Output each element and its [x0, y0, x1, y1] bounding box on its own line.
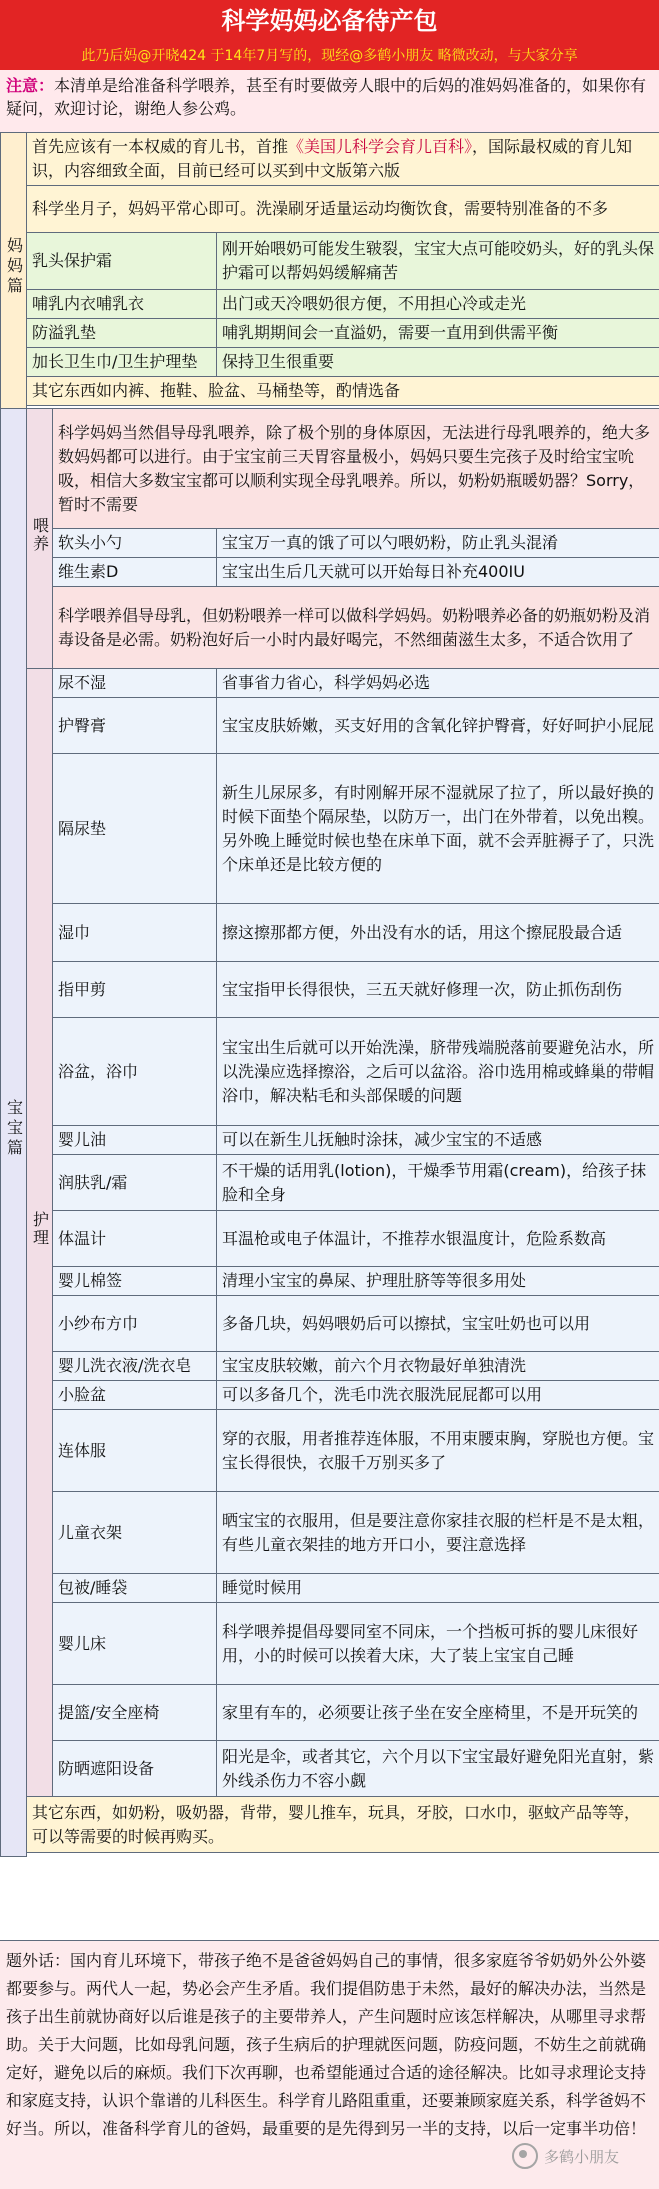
item-name: 包被/睡袋 [53, 1574, 217, 1603]
notice [0, 70, 659, 132]
page-subtitle: 此乃后妈@开晓424 于14年7月写的，现经@多鹤小朋友 略微改动，与大家分享 [0, 42, 659, 70]
watermark-text: 多鹤小朋友 [543, 2147, 619, 2166]
item-desc: 穿的衣服，用者推荐连体服，不用束腰束胸，穿脱也方便。宝宝长得很快，衣服千万别买多了 [217, 1410, 659, 1492]
item-name: 小脸盆 [53, 1381, 217, 1410]
item-desc: 睡觉时候用 [217, 1574, 659, 1603]
item-desc: 阳光是伞，或者其它，六个月以下宝宝最好避免阳光直射，紫外线杀伤力不容小觑 [217, 1741, 659, 1797]
item-desc: 出门或天冷喂奶很方便，不用担心冷或走光 [217, 290, 659, 319]
notice-label: 注意： [6, 76, 55, 95]
item-name: 儿童衣架 [53, 1492, 217, 1574]
item-desc: 宝宝皮肤娇嫩，买支好用的含氧化锌护臀膏，好好呵护小屁屁 [217, 698, 659, 754]
item-name: 浴盆，浴巾 [53, 1018, 217, 1126]
item-name: 加长卫生巾/卫生护理垫 [27, 348, 217, 377]
subsection-feeding-label: 喂养 [27, 409, 53, 669]
item-desc: 科学喂养提倡母婴同室不同床，一个挡板可拆的婴儿床很好用，小的时候可以挨着大床，大了装上宝宝自己睡 [217, 1603, 659, 1685]
item-name: 润肤乳/霜 [53, 1155, 217, 1211]
item-desc: 可以在新生儿抚触时涂抹，减少宝宝的不适感 [217, 1126, 659, 1155]
item-desc: 清理小宝宝的鼻屎、护理肚脐等等很多用处 [217, 1267, 659, 1296]
mom-other: 其它东西如内裤、拖鞋、脸盆、马桶垫等，酌情选备 [27, 377, 659, 406]
mom-intro: 首先应该有一本权威的育儿书，首推《美国儿科学会育儿百科》，国际最权威的育儿知识，内容细致全面，目前已经可以买到中文版第六版 [27, 133, 659, 186]
item-name: 体温计 [53, 1211, 217, 1267]
item-name: 隔尿垫 [53, 754, 217, 904]
book-title: 《美国儿科学会育儿百科》 [288, 137, 473, 156]
feeding-formula: 科学喂养倡导母乳，但奶粉喂养一样可以做科学妈妈。奶粉喂养必备的奶瓶奶粉及消毒设备是必需。奶粉泡好后一小时内最好喝完，不然细菌滋生太多，不适合饮用了 [53, 587, 659, 669]
item-name: 婴儿油 [53, 1126, 217, 1155]
item-desc: 省事省力省心，科学妈妈必选 [217, 669, 659, 698]
mom-diet: 科学坐月子，妈妈平常心即可。洗澡刷牙适量运动均衡饮食，需要特别准备的不多 [27, 186, 659, 233]
subsection-care-label: 护理 [27, 669, 53, 1797]
item-name: 指甲剪 [53, 962, 217, 1018]
item-desc: 宝宝皮肤较嫩，前六个月衣物最好单独清洗 [217, 1352, 659, 1381]
item-desc: 家里有车的，必须要让孩子坐在安全座椅里，不是开玩笑的 [217, 1685, 659, 1741]
item-name: 婴儿洗衣液/洗衣皂 [53, 1352, 217, 1381]
item-name: 软头小勺 [53, 529, 217, 558]
item-desc: 新生儿尿尿多，有时刚解开尿不湿就尿了拉了，所以最好换的时候下面垫个隔尿垫，以防万一，出门在外带着，以免出糗。另外晚上睡觉时候也垫在床单下面，就不会弄脏褥子了，只洗个床单还是比较方便的 [217, 754, 659, 904]
item-name: 尿不湿 [53, 669, 217, 698]
item-desc: 宝宝万一真的饿了可以勺喂奶粉，防止乳头混淆 [217, 529, 659, 558]
item-desc: 不干燥的话用乳(lotion)，干燥季节用霜(cream)，给孩子抹脸和全身 [217, 1155, 659, 1211]
item-name: 小纱布方巾 [53, 1296, 217, 1352]
item-name: 护臀膏 [53, 698, 217, 754]
section-mom-label: 妈妈篇 [1, 133, 27, 409]
item-name: 连体服 [53, 1410, 217, 1492]
item-desc: 耳温枪或电子体温计，不推荐水银温度计，危险系数高 [217, 1211, 659, 1267]
item-desc: 宝宝出生后几天就可以开始每日补充400IU [217, 558, 659, 587]
item-name: 婴儿床 [53, 1603, 217, 1685]
page-title: 科学妈妈必备待产包 [0, 0, 659, 42]
item-name: 维生素D [53, 558, 217, 587]
notice-text: 本清单是给准备科学喂养，甚至有时要做旁人眼中的后妈的准妈妈准备的，如果你有疑问，欢迎讨论，谢绝人参公鸡。 [6, 76, 647, 118]
item-desc: 刚开始喂奶可能发生皲裂，宝宝大点可能咬奶头，好的乳头保护霜可以帮妈妈缓解痛苦 [217, 233, 659, 290]
item-desc: 多备几块，妈妈喂奶后可以擦拭，宝宝吐奶也可以用 [217, 1296, 659, 1352]
item-name: 哺乳内衣哺乳衣 [27, 290, 217, 319]
item-name: 提篮/安全座椅 [53, 1685, 217, 1741]
item-desc: 晒宝宝的衣服用，但是要注意你家挂衣服的栏杆是不是太粗，有些儿童衣架挂的地方开口小，要注意选择 [217, 1492, 659, 1574]
checklist-table [0, 132, 659, 1857]
item-name: 防溢乳垫 [27, 319, 217, 348]
item-desc: 哺乳期期间会一直溢奶，需要一直用到供需平衡 [217, 319, 659, 348]
section-baby-label: 宝宝篇 [1, 409, 27, 1857]
item-name: 防晒遮阳设备 [53, 1741, 217, 1797]
item-desc: 可以多备几个，洗毛巾洗衣服洗屁屁都可以用 [217, 1381, 659, 1410]
item-name: 婴儿棉签 [53, 1267, 217, 1296]
watermark [512, 2143, 619, 2169]
item-desc: 擦这擦那都方便，外出没有水的话，用这个擦屁股最合适 [217, 904, 659, 962]
watermark-icon [512, 2143, 538, 2169]
item-desc: 宝宝出生后就可以开始洗澡，脐带残端脱落前要避免沾水，所以洗澡应选择擦浴，之后可以盆浴。浴巾选用棉或蜂巢的带帽浴巾，解决粘毛和头部保暖的问题 [217, 1018, 659, 1126]
item-desc: 保持卫生很重要 [217, 348, 659, 377]
footer-text: 题外话：国内育儿环境下，带孩子绝不是爸爸妈妈自己的事情，很多家庭爷爷奶奶外公外婆都要参与。两代人一起，势必会产生矛盾。我们提倡防患于未然，最好的解决办法，当然是孩子出生前就协商好以后谁是孩子的主要带养人，产生问题时应该怎样解决，从哪里寻求帮助。关于大问题，比如母乳问题，孩子生病后的护理就医问题，防疫问题，不妨生之前就确定好，避免以后的麻烦。我们下次再聊，也希望能通过合适的途径解决。比如寻求理论支持和家庭支持，认识个靠谱的儿科医生。科学育儿路阻重重，还要兼顾家庭关系，科学爸妈不好当。所以，准备科学育儿的爸妈，最重要的是先得到另一半的支持，以后一定事半功倍！ [6, 1951, 647, 2138]
item-name: 乳头保护霜 [27, 233, 217, 290]
item-name: 湿巾 [53, 904, 217, 962]
baby-other: 其它东西，如奶粉，吸奶器，背带，婴儿推车，玩具，牙胶，口水巾，驱蚊产品等等，可以等需要的时候再购买。 [27, 1797, 659, 1853]
item-desc: 宝宝指甲长得很快，三五天就好修理一次，防止抓伤刮伤 [217, 962, 659, 1018]
feeding-intro: 科学妈妈当然倡导母乳喂养，除了极个别的身体原因，无法进行母乳喂养的，绝大多数妈妈都可以进行。由于宝宝前三天胃容量极小，妈妈只要生完孩子及时给宝宝吮吸，相信大多数宝宝都可以顺利实现全母乳喂养。所以，奶粉奶瓶暖奶器？Sorry，暂时不需要 [53, 409, 659, 529]
